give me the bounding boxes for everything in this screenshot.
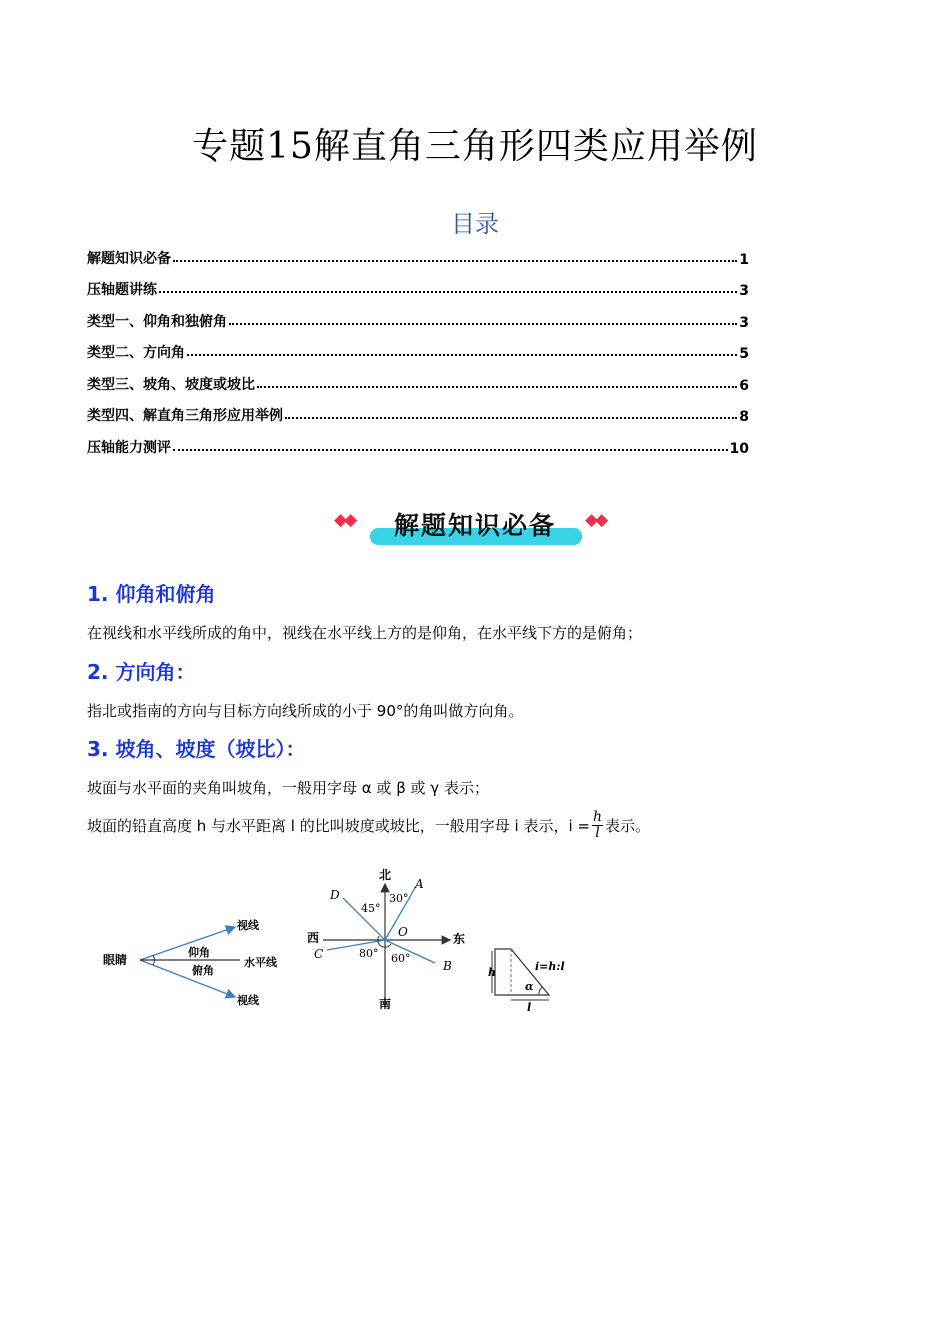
l-label: l — [527, 1001, 532, 1014]
fraction-numerator: h — [592, 809, 602, 825]
sight-line-down — [140, 960, 235, 997]
toc-item-3[interactable] — [87, 299, 749, 331]
elevation-depression-diagram — [95, 905, 305, 1015]
section-heading-3: 3. 坡角、坡度（坡比）： — [87, 737, 306, 761]
section-heading-2: 2. 方向角： — [87, 660, 196, 684]
point-A-label: A — [415, 877, 424, 891]
angle-80-label: 80° — [359, 947, 379, 960]
h-label: h — [488, 966, 496, 979]
banner-diamond-right-icon: ◆◆ — [585, 510, 606, 530]
banner-diamond-left-icon: ◆◆ — [334, 510, 355, 530]
ratio-label: i=h:l — [535, 960, 565, 973]
toc-item-label: 压轴题讲练 — [87, 282, 157, 298]
toc-item-label: 类型三、坡角、坡度或坡比 — [87, 376, 255, 393]
toc-item-label: 解题知识必备 — [87, 250, 171, 267]
toc-item-label: 压轴能力测评 — [87, 439, 171, 456]
page-title: 专题15解直角三角形四类应用举例 — [192, 126, 758, 167]
toc-item-7[interactable] — [87, 425, 749, 457]
section-body-1: 在视线和水平线所成的角中，视线在水平线上方的是仰角，在水平线下方的是俯角； — [87, 624, 643, 642]
depression-label: 俯角 — [192, 964, 214, 977]
toc-item-page: 3 — [739, 283, 749, 299]
section-heading-1: 1. 仰角和俯角 — [87, 582, 216, 606]
point-B-label: B — [443, 959, 452, 973]
horizontal-label: 水平线 — [244, 956, 277, 969]
toc-heading: 目录 — [451, 210, 499, 238]
banner-label: 解题知识必备 — [393, 511, 556, 540]
toc-leader — [257, 386, 737, 388]
sight-top-label: 视线 — [237, 919, 259, 932]
point-O-label: O — [398, 925, 408, 939]
table-of-contents — [87, 236, 749, 457]
direction-angle-diagram — [305, 866, 475, 1016]
toc-item-5[interactable] — [87, 362, 749, 394]
point-C-label: C — [314, 947, 324, 961]
sight-bottom-label: 视线 — [237, 994, 259, 1007]
east-label: 东 — [453, 932, 466, 946]
toc-item-page: 10 — [729, 440, 749, 457]
slope-fraction — [592, 810, 603, 841]
angle-30-label: 30° — [389, 892, 409, 905]
toc-leader — [187, 354, 737, 356]
section-body-3: 坡面与水平面的夹角叫坡角，一般用字母 α 或 β 或 γ 表示； — [87, 779, 489, 797]
eye-label: 眼睛 — [103, 953, 128, 967]
toc-item-label: 类型二、方向角 — [87, 345, 185, 361]
angle-60-label: 60° — [391, 952, 411, 965]
toc-leader — [229, 323, 737, 325]
toc-leader — [285, 417, 737, 419]
section-body-2: 指北或指南的方向与目标方向线所成的小于 90°的角叫做方向角。 — [87, 702, 524, 720]
west-label: 西 — [307, 931, 320, 945]
angle-45-label: 45° — [361, 902, 381, 915]
toc-leader — [173, 449, 728, 451]
toc-item-page: 8 — [739, 409, 749, 425]
slope-text-prefix: 坡面的铅直高度 h 与水平距离 l 的比叫坡度或坡比，一般用字母 i 表示，i = — [87, 817, 590, 835]
toc-item-2[interactable] — [87, 268, 749, 300]
south-label: 南 — [379, 997, 392, 1011]
toc-item-label: 类型四、解直角三角形应用举例 — [87, 408, 283, 424]
toc-item-page: 1 — [739, 251, 749, 268]
toc-item-6[interactable] — [87, 394, 749, 426]
alpha-arc — [539, 987, 542, 995]
toc-item-page: 3 — [739, 314, 749, 331]
toc-item-page: 6 — [739, 377, 749, 394]
toc-item-4[interactable] — [87, 331, 749, 363]
toc-item-page: 5 — [739, 346, 749, 362]
slope-definition — [87, 810, 650, 841]
elevation-label: 仰角 — [188, 946, 210, 959]
fraction-denominator: l — [595, 825, 600, 841]
toc-item-label: 类型一、仰角和独俯角 — [87, 313, 227, 330]
toc-item-1[interactable] — [87, 236, 749, 268]
slope-text-suffix: 表示。 — [605, 817, 651, 835]
toc-leader — [173, 260, 737, 262]
north-label: 北 — [379, 868, 392, 882]
slope-diagram — [485, 945, 585, 1015]
point-D-label: D — [330, 888, 340, 902]
alpha-label: α — [525, 980, 534, 993]
toc-leader — [159, 291, 737, 293]
